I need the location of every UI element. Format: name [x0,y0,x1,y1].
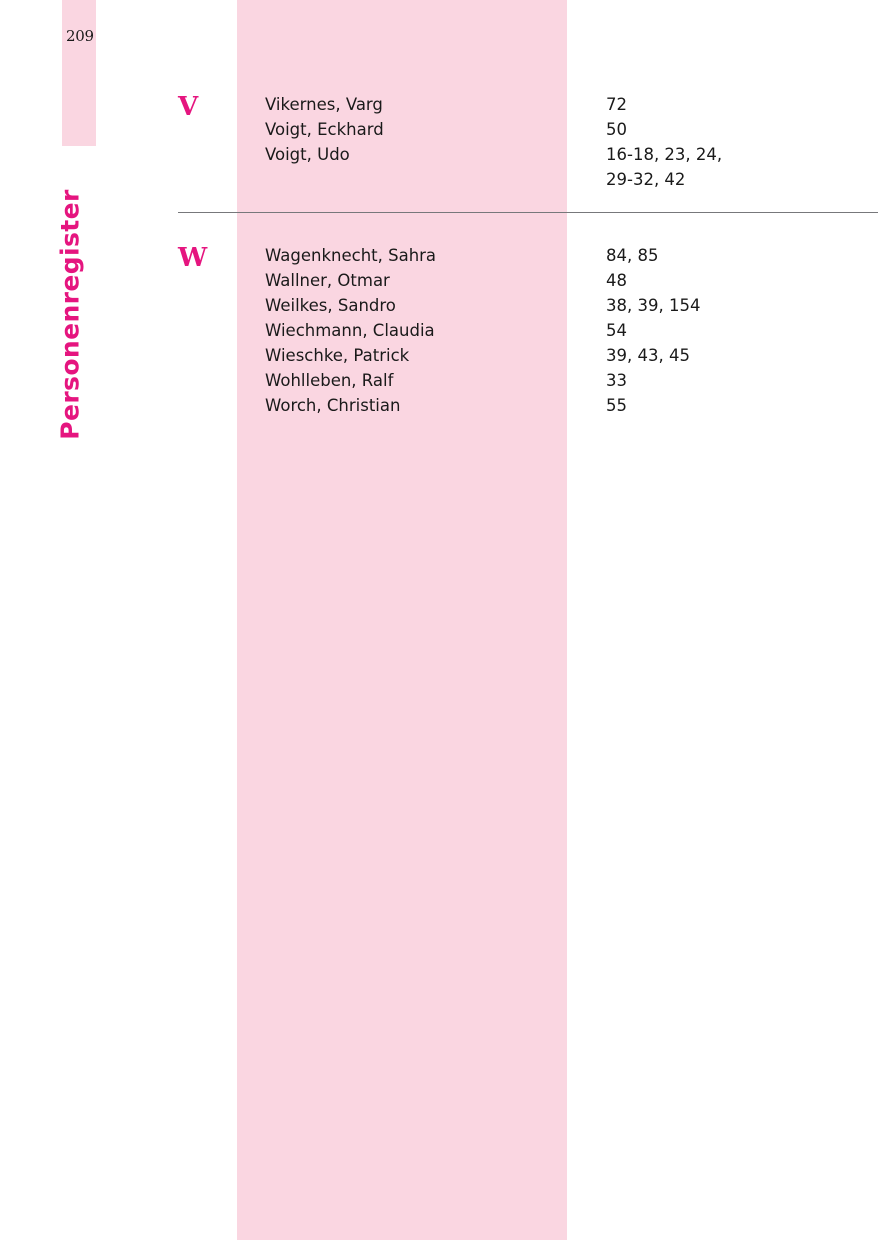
entry-pages-continued: 29-32, 42 [606,170,686,189]
entry-name: Voigt, Udo [265,145,350,164]
index-entry [265,92,865,117]
entry-name: Wallner, Otmar [265,271,390,290]
group-divider [178,212,878,213]
index-entry [265,393,865,418]
entry-pages: 55 [606,396,627,415]
entry-name: Wiechmann, Claudia [265,321,435,340]
index-entry-list [265,243,865,418]
index-entry [265,268,865,293]
entry-pages: 16-18, 23, 24, [606,145,723,164]
index-entry [265,343,865,368]
entry-name: Wagenknecht, Sahra [265,246,437,265]
index-entry-list [265,92,865,192]
group-letter: W [178,243,208,273]
entry-name: Worch, Christian [265,396,401,415]
entry-name: Wohlleben, Ralf [265,371,394,390]
page-number: 209 [66,27,94,45]
page-number-tab [62,0,96,146]
index-entry [265,142,865,167]
entry-pages: 84, 85 [606,246,659,265]
index-entry-continuation [265,167,865,192]
entry-name: Weilkes, Sandro [265,296,396,315]
group-letter: V [178,92,199,122]
entry-pages: 72 [606,95,627,114]
entry-pages: 48 [606,271,627,290]
entry-pages: 39, 43, 45 [606,346,690,365]
entry-pages: 50 [606,120,627,139]
entry-pages: 38, 39, 154 [606,296,701,315]
entry-pages: 33 [606,371,627,390]
index-entry [265,318,865,343]
index-entry [265,243,865,268]
index-entry [265,293,865,318]
index-entry [265,368,865,393]
entry-name: Voigt, Eckhard [265,120,384,139]
running-head: Personenregister [55,189,85,440]
index-entry [265,117,865,142]
entry-name: Wieschke, Patrick [265,346,410,365]
entry-name: Vikernes, Varg [265,95,383,114]
entry-pages: 54 [606,321,627,340]
